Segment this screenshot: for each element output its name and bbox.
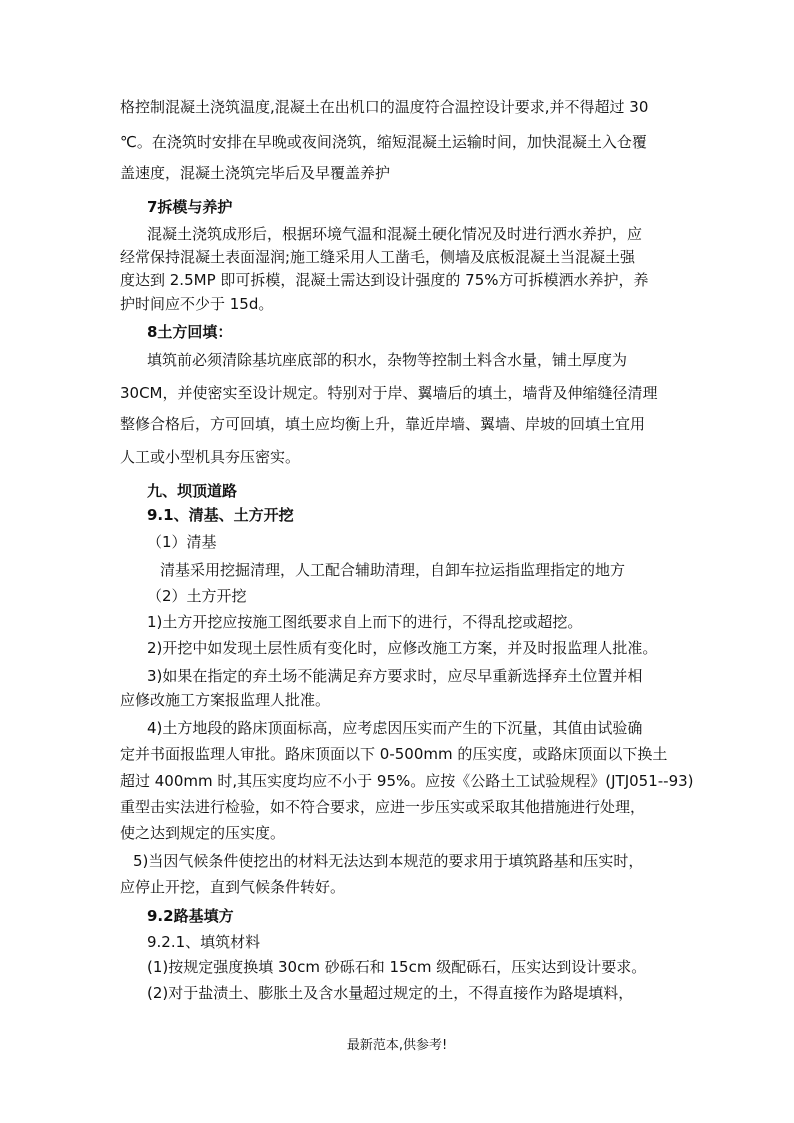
list-item: 5)当因气候条件使挖出的材料无法达到本规范的要求用于填筑路基和压实时， (133, 852, 644, 870)
subsection-heading: 9.1、清基、土方开挖 (147, 506, 294, 524)
body-paragraph-line: 重型击实法进行检验，如不符合要求，应进一步压实或采取其他措施进行处理， (120, 798, 646, 816)
list-item: 4)土方地段的路床顶面标高，应考虑因压实而产生的下沉量，其值由试验确 (147, 719, 643, 737)
body-paragraph-line: 盖速度，混凝土浇筑完毕后及早覆盖养护 (120, 164, 391, 182)
body-paragraph-line: 应停止开挖，直到气候条件转好。 (120, 878, 346, 896)
list-item: 2)开挖中如发现土层性质有变化时，应修改施工方案，并及时报监理人批准。 (147, 639, 658, 657)
subsection-heading: 9.2路基填方 (147, 907, 234, 925)
list-item: 3)如果在指定的弃土场不能满足弃方要求时，应尽早重新选择弃土位置并相 (147, 667, 643, 685)
chapter-heading: 九、坝顶道路 (147, 482, 238, 500)
body-paragraph-line: 使之达到规定的压实度。 (120, 824, 286, 842)
body-paragraph-line: 定并书面报监理人审批。路床顶面以下 0-500mm 的压实度，或路床顶面以下换土 (120, 745, 668, 763)
section-heading: 8土方回填： (147, 323, 233, 341)
list-item: (2)对于盐渍土、膨胀土及含水量超过规定的土，不得直接作为路堤填料， (147, 984, 634, 1002)
body-paragraph-line: 整修合格后，方可回填，填土应均衡上升，靠近岸墙、翼墙、岸坡的回填土宜用 (120, 415, 646, 433)
page-footer: 最新范本,供参考! (346, 1038, 448, 1053)
body-paragraph-line: 30CM，并使密实至设计规定。特别对于岸、翼墙后的填土，墙背及伸缩缝径清理 (120, 384, 658, 402)
list-item: 1)土方开挖应按施工图纸要求自上而下的进行，不得乱挖或超挖。 (147, 613, 583, 631)
item-heading: 9.2.1、填筑材料 (147, 933, 261, 951)
body-paragraph-line: 填筑前必须清除基坑座底部的积水，杂物等控制土料含水量，铺土厚度为 (147, 351, 628, 369)
list-item: (1)按规定强度换填 30cm 砂砾石和 15cm 级配砾石，压实达到设计要求。 (147, 958, 647, 976)
body-paragraph-line: 超过 400mm 时,其压实度均应不小于 95%。应按《公路土工试验规程》(JTJ051--93) (120, 772, 694, 790)
body-paragraph-line: 人工或小型机具夯压密实。 (120, 448, 301, 466)
body-paragraph-line: 混凝土浇筑成形后，根据环境气温和混凝土硬化情况及时进行洒水养护，应 (147, 225, 643, 243)
body-paragraph-line: 应修改施工方案报监理人批准。 (120, 691, 331, 709)
item-heading: （1）清基 (147, 533, 217, 551)
body-paragraph-line: 清基采用挖掘清理，人工配合辅助清理，自卸车拉运指监理指定的地方 (160, 561, 626, 579)
body-paragraph-line: 护时间应不少于 15d。 (120, 295, 274, 313)
body-paragraph-line: 格控制混凝土浇筑温度,混凝土在出机口的温度符合温控设计要求,并不得超过 30 (120, 98, 649, 116)
body-paragraph-line: 度达到 2.5MP 即可拆模，混凝土需达到设计强度的 75%方可拆模洒水养护，养 (120, 271, 649, 289)
body-paragraph-line: 经常保持混凝土表面湿润;施工缝采用人工凿毛，侧墙及底板混凝土当混凝土强 (120, 248, 636, 266)
item-heading: （2）土方开挖 (147, 587, 247, 605)
section-heading: 7拆模与养护 (147, 198, 233, 216)
body-paragraph-line: ℃。在浇筑时安排在早晚或夜间浇筑，缩短混凝土运输时间，加快混凝土入仓覆 (120, 133, 647, 151)
